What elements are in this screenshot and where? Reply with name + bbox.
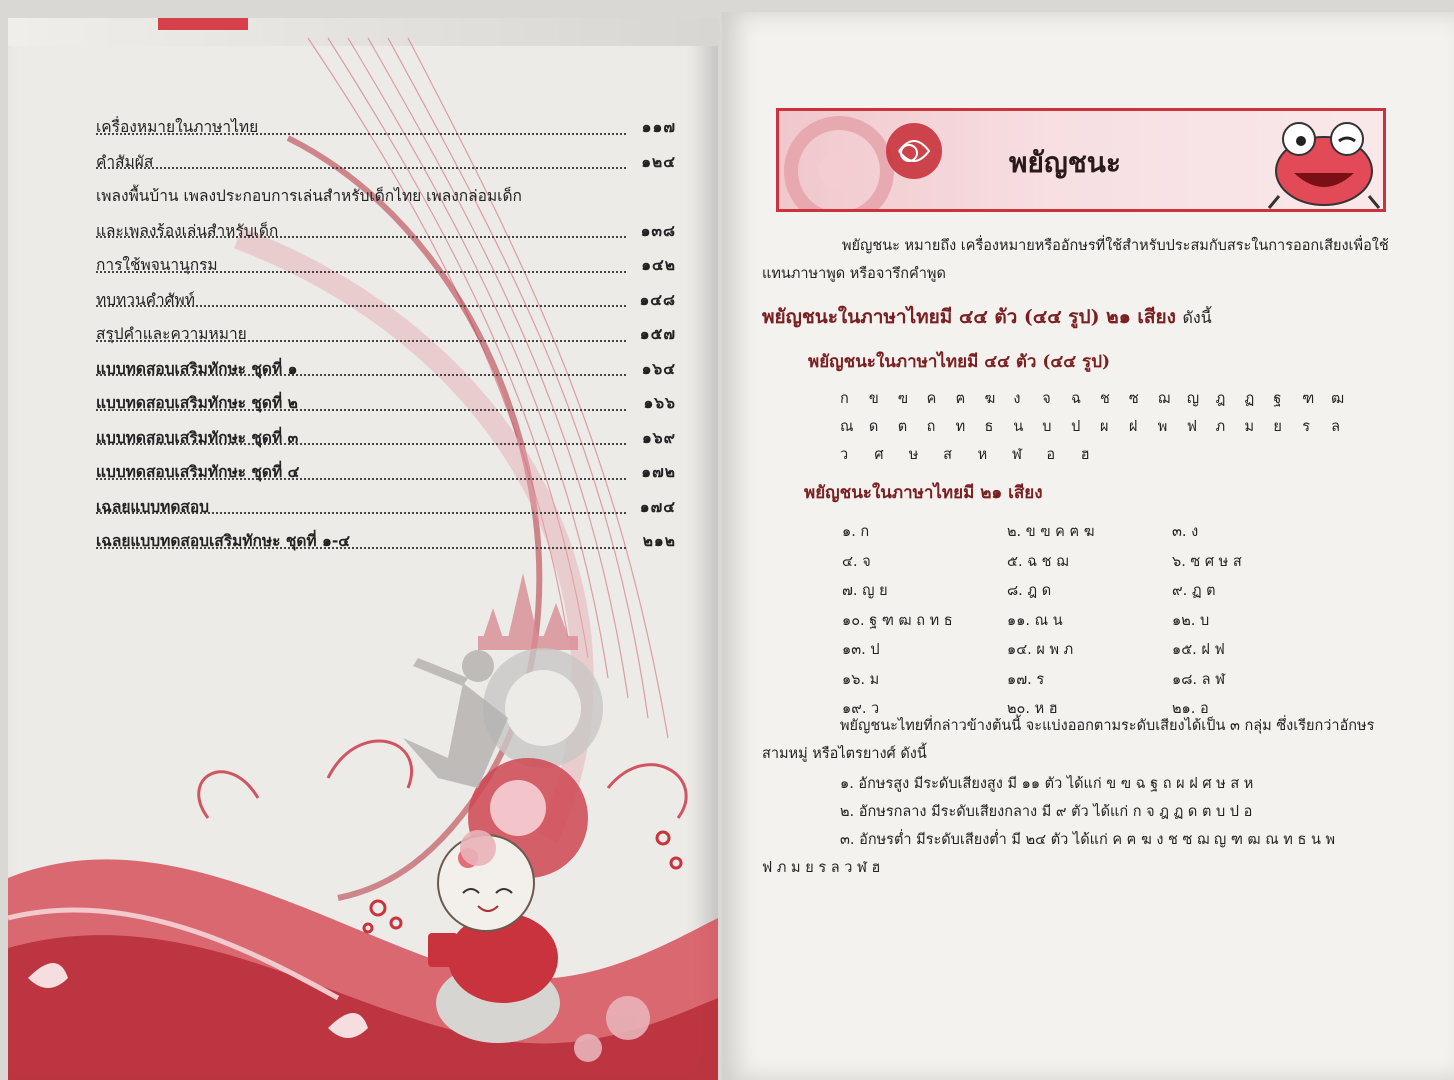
main-heading [762, 302, 1212, 332]
sound-item: ๑๕. ฝ ฟ [1172, 642, 1225, 659]
toc-page-number: ๑๔๘ [639, 290, 676, 309]
sound-item: ๑๗. ร [1007, 671, 1045, 688]
toc-title: เครื่องหมายในภาษาไทย [96, 118, 259, 136]
toc-row [96, 214, 676, 249]
letter: ผ [1100, 418, 1109, 435]
letter: ฆ [984, 390, 996, 407]
sound-item: ๑๔. ผ พ ภ [1007, 642, 1074, 659]
sound-item: ๒๑. อ [1172, 701, 1209, 718]
letter: ฮ [1080, 446, 1090, 463]
sounds-row [842, 547, 1282, 577]
letter: ฌ [1157, 390, 1171, 407]
letter: ษ [908, 446, 919, 463]
letter: ซ [1128, 390, 1139, 407]
toc-page-number: ๑๖๙ [641, 428, 676, 447]
toc-page-number: ๑๒๔ [641, 152, 676, 171]
sound-item: ๕. ฉ ช ฌ [1007, 553, 1069, 570]
sound-item: ๘. ฎ ด [1007, 583, 1052, 600]
toc-row [96, 248, 676, 283]
left-page [8, 18, 718, 1080]
consonant-classes-intro-line-2: สามหมู่ หรือไตรยางศ์ ดังนี้ [762, 746, 927, 762]
letters-row [840, 440, 1360, 468]
toc-page-number: ๑๔๒ [641, 256, 676, 274]
toc-page-number: ๑๖๖ [643, 394, 676, 412]
frog-mascot-icon [1269, 123, 1379, 208]
letter: ก [840, 390, 849, 407]
letter: ง [1013, 390, 1021, 407]
letters-row [840, 412, 1360, 440]
consonant-sounds-list [842, 517, 1282, 724]
sound-item: ๓. ง [1172, 524, 1199, 541]
letter: ต [897, 418, 908, 435]
sounds-row [842, 576, 1282, 606]
sound-item: ๒๐. ห ฮ [1007, 701, 1058, 718]
letter: อ [1046, 446, 1056, 463]
table-of-contents [96, 110, 676, 559]
toc-title: แบบทดสอบเสริมทักษะ ชุดที่ ๓ [96, 428, 299, 447]
definition-line-1: พยัญชนะ หมายถึง เครื่องหมายหรืออักษรที่ใช้สำหรับประสมกับสระในการออกเสียงเพื่อใช้ [842, 238, 1389, 254]
definition-line-2: แทนภาษาพูด หรือจารึกคำพูด [762, 266, 946, 282]
chapter-banner [776, 108, 1386, 212]
letter: ภ [1215, 418, 1226, 435]
sound-item: ๖. ซ ศ ษ ส [1172, 553, 1242, 570]
low-class-consonants-line-2: ฟ ภ ม ย ร ล ว ฬ ฮ [762, 860, 881, 876]
toc-row [96, 352, 676, 387]
letter: ว [840, 446, 849, 463]
sounds-row [842, 665, 1282, 695]
toc-page-number: ๒๑๒ [642, 532, 676, 550]
sound-item: ๑๘. ล ฬ [1172, 671, 1226, 688]
mid-class-consonants: ๒. อักษรกลาง มีระดับเสียงกลาง มี ๙ ตัว ได้แก่ ก จ ฎ ฏ ด ต บ ป อ [840, 804, 1253, 820]
letter: ธ [984, 418, 994, 435]
toc-title: สรุปคำและความหมาย [96, 325, 247, 343]
letter: พ [1157, 418, 1168, 435]
letter: ด [868, 418, 879, 435]
sound-item: ๑๓. ป [842, 642, 880, 659]
letter: ฬ [1011, 446, 1022, 463]
sounds-row [842, 517, 1282, 547]
low-class-consonants-line-1: ๓. อักษรต่ำ มีระดับเสียงต่ำ มี ๒๔ ตัว ได้แก่ ค ฅ ฆ ง ช ซ ฌ ญ ฑ ฒ ณ ท ธ น พ [840, 832, 1336, 848]
toc-title: และเพลงร้องเล่นสำหรับเด็ก [96, 221, 279, 240]
toc-row [96, 490, 676, 525]
toc-row [96, 455, 676, 490]
letter: ฐ [1273, 390, 1282, 407]
letter: ข [868, 390, 879, 407]
letter: ถ [926, 418, 936, 435]
toc-title: เฉลยแบบทดสอบ [96, 497, 209, 516]
toc-title: ทบทวนคำศัพท์ [96, 290, 195, 309]
sound-item: ๑๐. ฐ ฑ ฒ ถ ท ธ [842, 612, 953, 629]
letter: น [1013, 418, 1024, 435]
toc-page-number: ๑๓๘ [640, 221, 676, 240]
toc-leader-dots [96, 167, 626, 169]
toc-row [96, 145, 676, 180]
letter: จ [1042, 390, 1051, 407]
chapter-title: พยัญชนะ [1009, 146, 1121, 179]
letter: ญ [1186, 390, 1200, 407]
letter: ฅ [955, 390, 966, 407]
toc-title: แบบทดสอบเสริมทักษะ ชุดที่ ๔ [96, 463, 300, 481]
letter: ฉ [1071, 390, 1082, 407]
sound-item: ๗. ญ ย [842, 583, 888, 600]
toc-title: คำสัมผัส [96, 152, 154, 171]
letter: บ [1042, 418, 1052, 435]
toc-row [96, 110, 676, 145]
letters-row [840, 384, 1360, 412]
sound-item: ๑๒. บ [1172, 612, 1210, 629]
letter: ท [955, 418, 966, 435]
letters-heading: พยัญชนะในภาษาไทยมี ๔๔ ตัว (๔๔ รูป) [808, 352, 1111, 372]
toc-title: เฉลยแบบทดสอบเสริมทักษะ ชุดที่ ๑-๔ [96, 532, 351, 550]
toc-page-number: ๑๗๔ [639, 497, 676, 516]
letter: ฟ [1186, 418, 1197, 435]
toc-row [96, 386, 676, 421]
letter: ย [1273, 418, 1282, 435]
sounds-row [842, 606, 1282, 636]
toc-page-number: ๑๗๒ [641, 463, 676, 481]
letter: ฃ [897, 390, 909, 407]
toc-title: แบบทดสอบเสริมทักษะ ชุดที่ ๒ [96, 394, 298, 412]
letter: ช [1100, 390, 1110, 407]
right-page [722, 12, 1454, 1080]
letter: ป [1071, 418, 1081, 435]
sound-item: ๑. ก [842, 524, 870, 541]
main-heading-text: พยัญชนะในภาษาไทยมี ๔๔ ตัว (๔๔ รูป) ๒๑ เสียง [762, 306, 1176, 328]
toc-page-number: ๑๑๗ [641, 118, 676, 136]
sound-item: ๙. ฏ ต [1172, 583, 1216, 600]
letter: ร [1302, 418, 1311, 435]
letter: ฑ [1302, 390, 1315, 407]
letter: ศ [874, 446, 884, 463]
toc-page-number: ๑๕๗ [639, 325, 676, 343]
letter: ฒ [1331, 390, 1345, 407]
sounds-row [842, 635, 1282, 665]
sound-item: ๑๑. ณ น [1007, 612, 1063, 629]
toc-row [96, 179, 676, 214]
letter: ฎ [1215, 390, 1226, 407]
high-class-consonants: ๑. อักษรสูง มีระดับเสียงสูง มี ๑๑ ตัว ได้แก่ ข ฃ ฉ ฐ ถ ผ ฝ ศ ษ ส ห [840, 776, 1254, 792]
letter: ม [1244, 418, 1255, 435]
sound-item: ๑๖. ม [842, 671, 880, 688]
main-heading-suffix: ดังนี้ [1182, 308, 1212, 327]
consonant-classes-intro-line-1: พยัญชนะไทยที่กล่าวข้างต้นนี้ จะแบ่งออกตามระดับเสียงได้เป็น ๓ กลุ่ม ซึ่งเรียกว่าอักษร [840, 718, 1375, 734]
sound-item: ๒. ข ฃ ค ฅ ฆ [1007, 524, 1095, 541]
letter: ฝ [1128, 418, 1138, 435]
letter: ณ [840, 418, 854, 435]
toc-row [96, 524, 676, 559]
toc-title: แบบทดสอบเสริมทักษะ ชุดที่ ๑ [96, 359, 298, 378]
toc-row [96, 317, 676, 352]
sound-item: ๔. จ [842, 553, 871, 570]
sound-item: ๑๙. ว [842, 701, 880, 718]
letter: ส [943, 446, 953, 463]
letter: ห [977, 446, 988, 463]
sounds-heading: พยัญชนะในภาษาไทยมี ๒๑ เสียง [804, 483, 1043, 503]
letter: ล [1331, 418, 1341, 435]
toc-title: การใช้พจนานุกรม [96, 256, 218, 274]
toc-row [96, 421, 676, 456]
consonant-letters-grid [840, 384, 1360, 468]
letter: ค [926, 390, 937, 407]
toc-title: เพลงพื้นบ้าน เพลงประกอบการเล่นสำหรับเด็กไทย เพลงกล่อมเด็ก [96, 187, 522, 205]
toc-row [96, 283, 676, 318]
letter: ฏ [1244, 390, 1255, 407]
toc-page-number: ๑๖๔ [641, 359, 676, 378]
